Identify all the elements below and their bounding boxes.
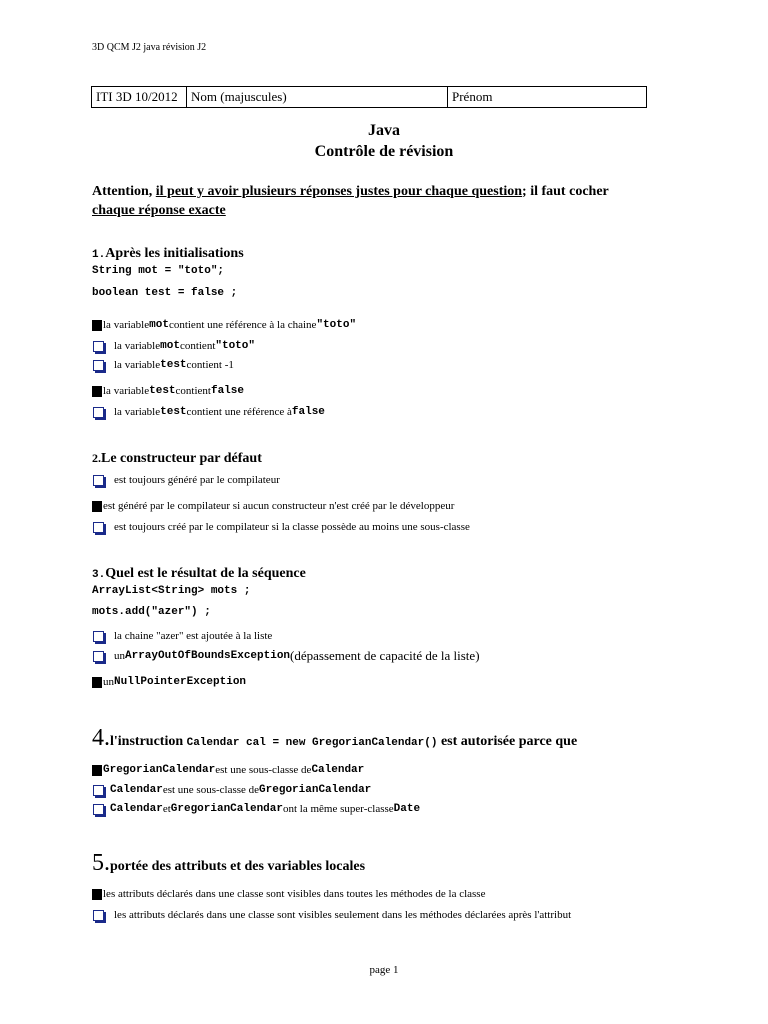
page-number: page 1 [369,964,399,976]
class-date-cell: ITI 3D 10/2012 [92,87,187,108]
question-2-title: 2.Le constructeur par défaut [92,451,262,466]
empty-checkbox-icon[interactable] [93,475,104,486]
checked-box-icon[interactable] [92,765,102,776]
checked-box-icon[interactable] [92,501,102,512]
name-cell: Nom (majuscules) [187,87,448,108]
student-info-table [91,86,647,108]
page-title: Java [368,122,400,139]
q4-option-3[interactable]: Calendar et GregorianCalendar ont la même super-classe Date [92,803,420,815]
q2-option-1[interactable]: est toujours généré par le compilateur [92,474,280,486]
q4-option-2[interactable]: Calendar est une sous-classe de GregorianCalendar [92,784,371,796]
question-3-title: 3.Quel est le résultat de la séquence [92,566,306,581]
checked-box-icon[interactable] [92,386,102,397]
checked-box-icon[interactable] [92,320,102,331]
empty-checkbox-icon[interactable] [93,360,104,371]
q1-option-5[interactable]: la variable test contient une référence à false [92,406,325,418]
q2-option-3[interactable]: est toujours créé par le compilateur si la classe possède au moins une sous-classe [92,521,470,533]
q1-option-2[interactable]: la variable mot contient "toto" [92,340,255,352]
running-header: 3D QCM J2 java révision J2 [92,42,207,53]
q1-option-1[interactable]: la variable mot contient une référence à la chaine "toto" [92,319,356,331]
empty-checkbox-icon[interactable] [93,631,104,642]
q1-option-4[interactable]: la variable test contient false [92,385,244,397]
checked-box-icon[interactable] [92,889,102,900]
q2-option-2[interactable]: est généré par le compilateur si aucun constructeur n'est créé par le développeur [92,500,454,512]
question-1-title: 1.Après les initialisations [92,246,244,261]
q1-code-line-2: boolean test = false ; [92,287,238,299]
q5-option-2[interactable]: les attributs déclarés dans une classe sont visibles seulement dans les méthodes déclarées après l'attribut [92,909,571,921]
empty-checkbox-icon[interactable] [93,785,104,796]
question-5-title: 5.portée des attributs et des variables locales [92,850,366,876]
q4-option-1[interactable]: GregorianCalendar est une sous-classe de Calendar [92,764,364,776]
q3-option-1[interactable]: la chaine "azer" est ajoutée à la liste [92,630,272,642]
empty-checkbox-icon[interactable] [93,522,104,533]
question-4-title: 4.l'instruction Calendar cal = new GregorianCalendar() est autorisée parce que [92,725,578,751]
q1-code-line-1: String mot = "toto"; [92,265,225,277]
q5-option-1[interactable]: les attributs déclarés dans une classe sont visibles dans toutes les méthodes de la classe [92,888,485,900]
firstname-cell: Prénom [448,87,647,108]
empty-checkbox-icon[interactable] [93,804,104,815]
q1-option-3[interactable]: la variable test contient -1 [92,359,234,371]
q3-option-3[interactable]: un NullPointerException [92,676,246,688]
empty-checkbox-icon[interactable] [93,651,104,662]
empty-checkbox-icon[interactable] [93,910,104,921]
warning-text: Attention, il peut y avoir plusieurs réponses justes pour chaque question; il faut cocher chaque réponse exacte [92,184,609,218]
q3-option-2[interactable]: un ArrayOutOfBoundsException (dépassement de capacité de la liste) [92,648,480,664]
empty-checkbox-icon[interactable] [93,341,104,352]
q3-code-line-2: mots.add("azer") ; [92,606,211,618]
empty-checkbox-icon[interactable] [93,407,104,418]
page-subtitle: Contrôle de révision [314,143,454,160]
q3-code-line-1: ArrayList<String> mots ; [92,585,251,597]
checked-box-icon[interactable] [92,677,102,688]
